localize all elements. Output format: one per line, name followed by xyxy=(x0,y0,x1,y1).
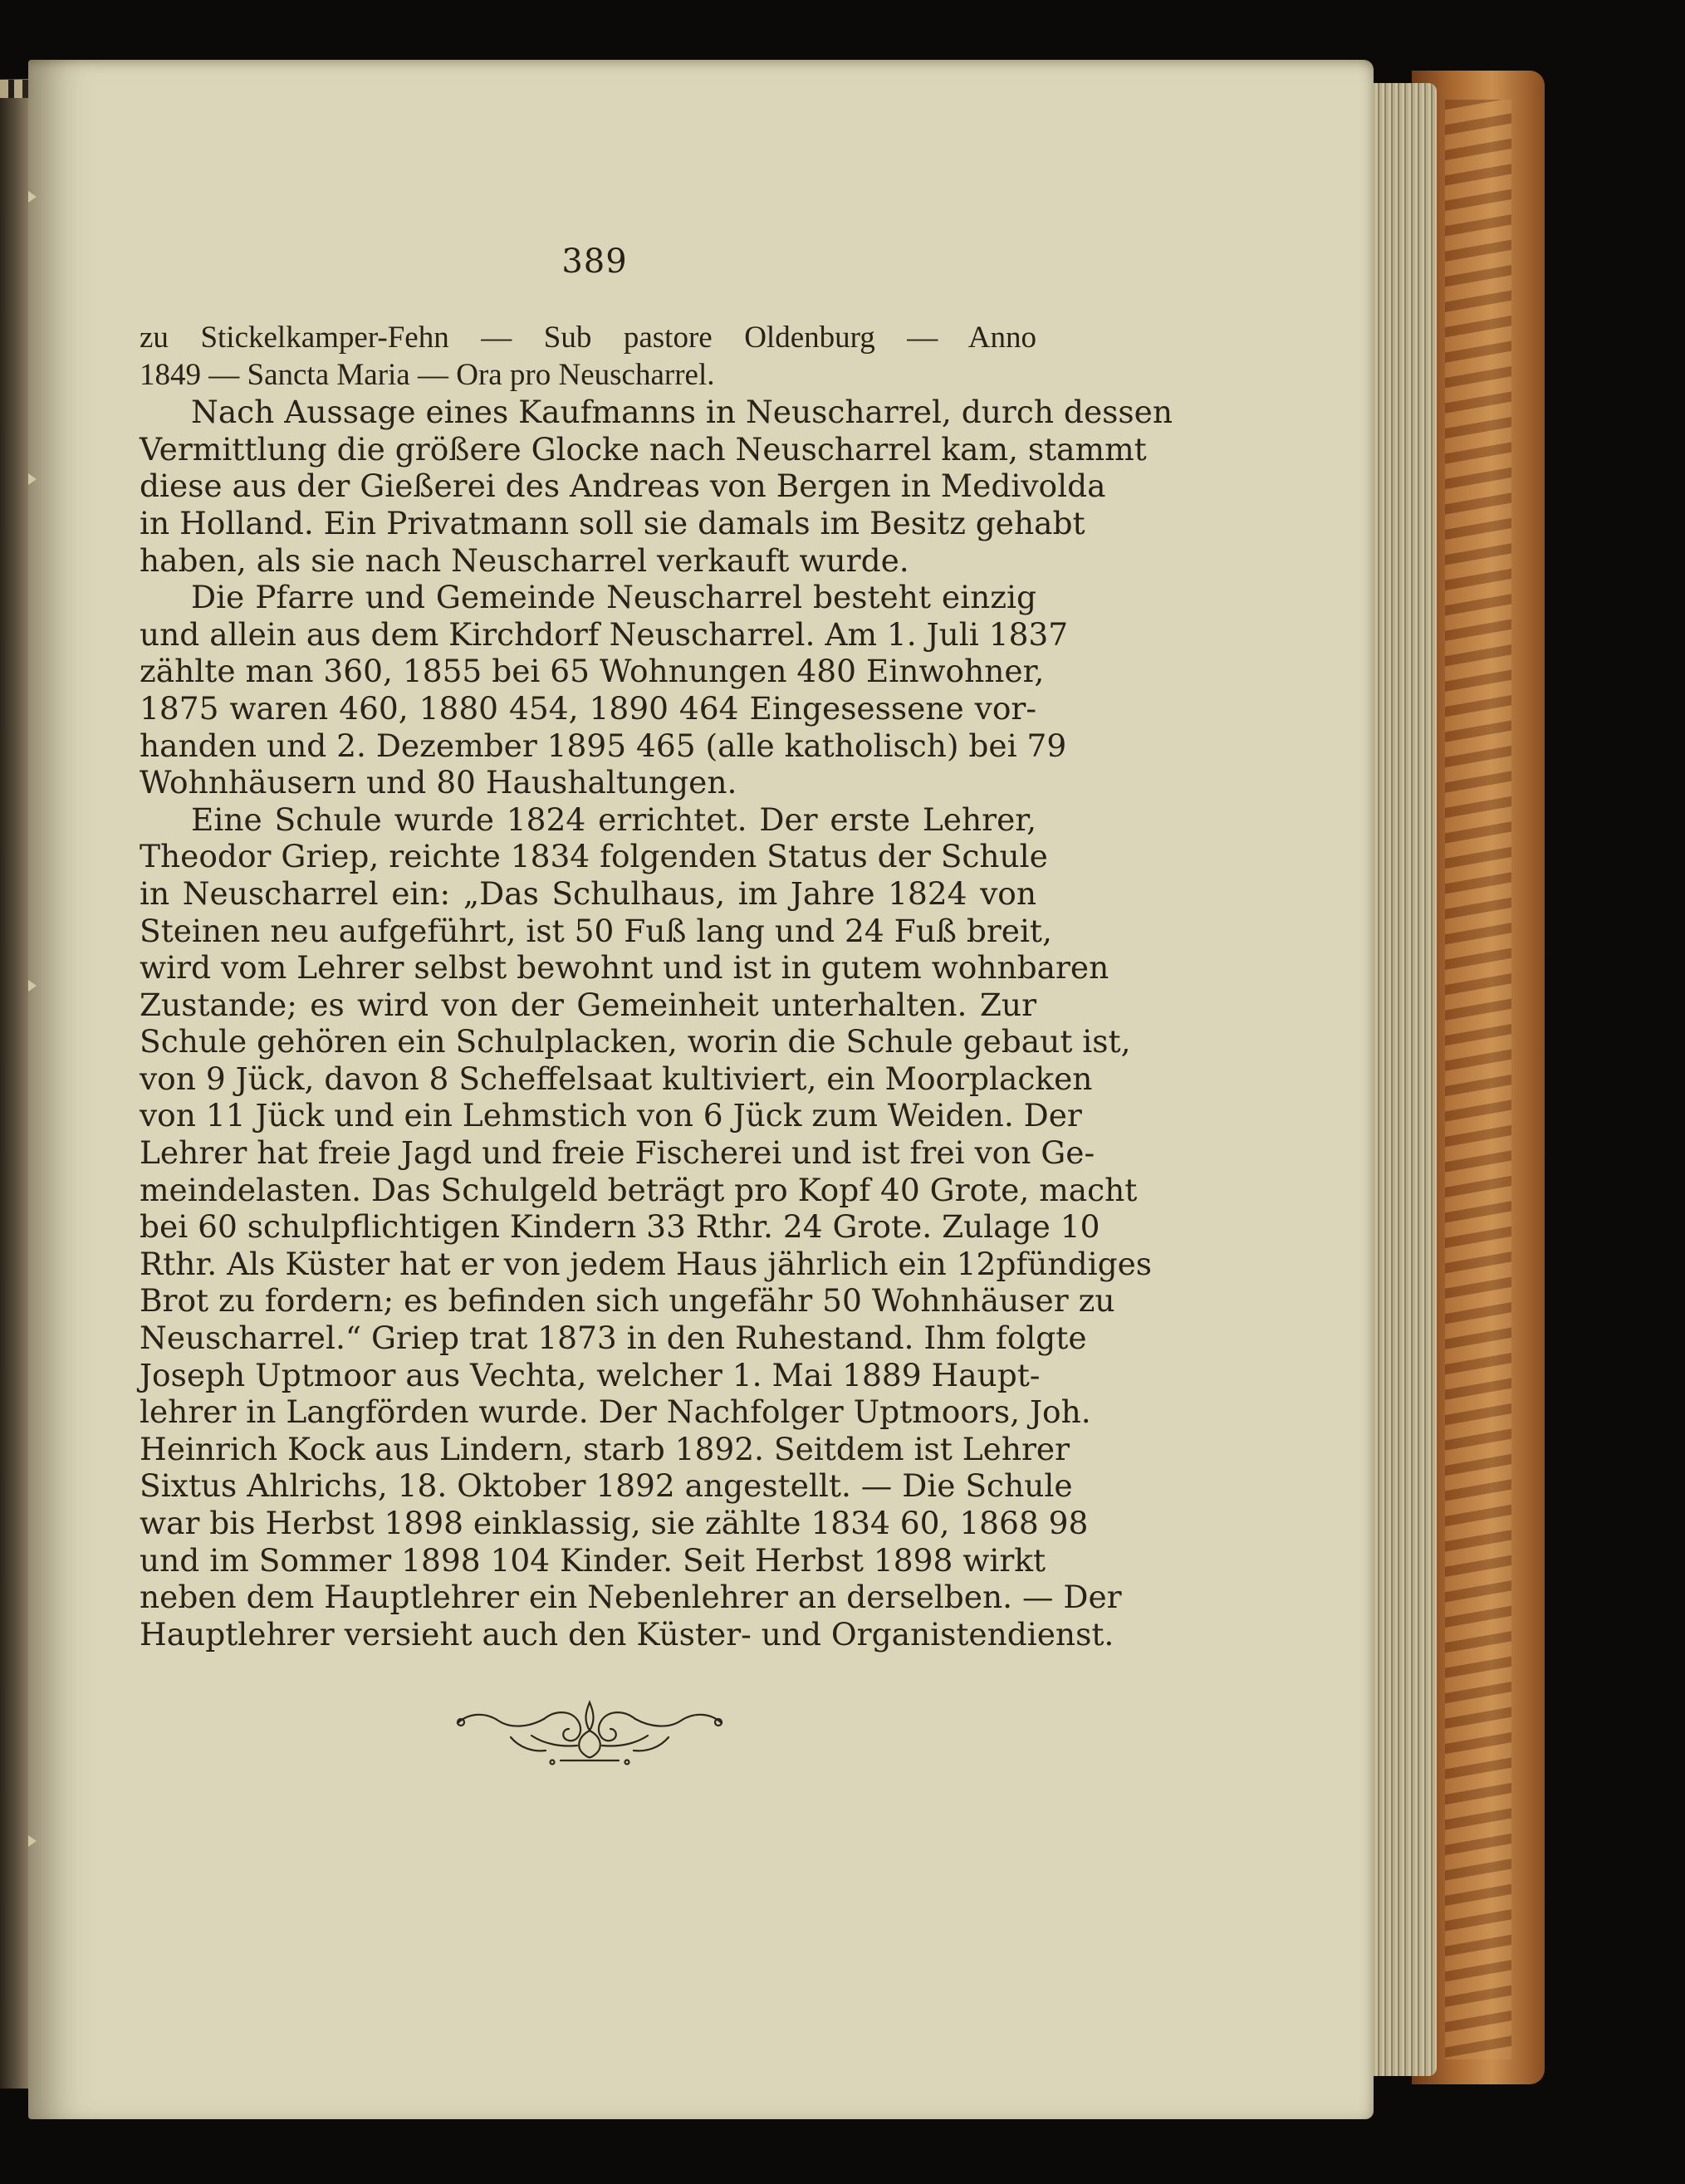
text-line: von 11 Jück und ein Lehmstich von 6 Jück zum Weiden. Der xyxy=(140,1097,1082,1134)
text-line: meindelasten. Das Schulgeld beträgt pro Kopf 40 Grote, macht xyxy=(140,1171,1138,1208)
text-line: neben dem Hauptlehrer ein Nebenlehrer an derselben. — Der xyxy=(140,1579,1122,1616)
text-line: Heinrich Kock aus Lindern, starb 1892. Seitdem ist Lehrer xyxy=(140,1430,1070,1467)
binding-mark xyxy=(28,473,37,485)
binding-mark xyxy=(28,980,37,992)
text-line: 1875 waren 460, 1880 454, 1890 464 Eingesessene vor- xyxy=(140,689,1036,727)
text-line: Neuscharrel.“ Griep trat 1873 in den Ruhestand. Ihm folgte xyxy=(140,1320,1087,1357)
text-line: 1849 — Sancta Maria — Ora pro Neuscharrel. xyxy=(140,357,715,392)
text-line: Wohnhäusern und 80 Haushaltungen. xyxy=(140,764,737,801)
text-line: handen und 2. Dezember 1895 465 (alle katholisch) bei 79 xyxy=(140,727,1067,764)
text-line: haben, als sie nach Neuscharrel verkauft wurde. xyxy=(140,541,909,579)
text-line: Theodor Griep, reichte 1834 folgenden Status der Schule xyxy=(140,838,1048,875)
text-line: Steinen neu aufgeführt, ist 50 Fuß lang und 24 Fuß breit, xyxy=(140,912,1052,949)
text-line: bei 60 schulpflichtigen Kindern 33 Rthr. 24 Grote. Zulage 10 xyxy=(140,1208,1100,1246)
text-line: von 9 Jück, davon 8 Scheffelsaat kultiviert, ein Moorplacken xyxy=(140,1060,1093,1097)
text-line: Hauptlehrer versieht auch den Küster- und Organistendienst. xyxy=(140,1615,1114,1653)
text-line: in Neuscharrel ein: „Das Schulhaus, im Jahre 1824 von xyxy=(140,874,1036,912)
text-line: und im Sommer 1898 104 Kinder. Seit Herbst 1898 wirkt xyxy=(140,1541,1046,1579)
text-line: Die Pfarre und Gemeinde Neuscharrel besteht einzig xyxy=(191,579,1036,616)
text-line: wird vom Lehrer selbst bewohnt und ist in gutem wohnbaren xyxy=(140,949,1109,987)
text-line: Brot zu fordern; es befinden sich ungefähr 50 Wohnhäuser zu xyxy=(140,1282,1115,1320)
text-line: Rthr. Als Küster hat er von jedem Haus jährlich ein 12pfündiges xyxy=(140,1245,1153,1282)
text-line: Eine Schule wurde 1824 errichtet. Der erste Lehrer, xyxy=(191,801,1036,838)
text-line: zählte man 360, 1855 bei 65 Wohnungen 480 Einwohner, xyxy=(140,653,1045,690)
text-line: diese aus der Gießerei des Andreas von Bergen in Medivolda xyxy=(140,468,1106,505)
text-line: Sixtus Ahlrichs, 18. Oktober 1892 angestellt. — Die Schule xyxy=(140,1467,1073,1505)
text-line: Nach Aussage eines Kaufmanns in Neuscharrel, durch dessen xyxy=(191,394,1173,431)
text-line: in Holland. Ein Privatmann soll sie damals im Besitz gehabt xyxy=(140,504,1085,541)
text-line: und allein aus dem Kirchdorf Neuscharrel. Am 1. Juli 1837 xyxy=(140,615,1069,653)
text-line: war bis Herbst 1898 einklassig, sie zählte 1834 60, 1868 98 xyxy=(140,1505,1089,1541)
decorative-vignette-ornament xyxy=(453,1694,727,1769)
text-line: zu Stickelkamper-Fehn — Sub pastore Oldenburg — Anno xyxy=(140,321,1036,355)
marbled-cover xyxy=(1445,100,1511,2059)
text-line: Vermittlung die größere Glocke nach Neuscharrel kam, stammt xyxy=(140,430,1147,468)
binding-mark xyxy=(28,1835,37,1847)
text-line: Schule gehören ein Schulplacken, worin die Schule gebaut ist, xyxy=(140,1023,1131,1060)
text-line: Joseph Uptmoor aus Vechta, welcher 1. Mai 1889 Haupt- xyxy=(140,1356,1041,1393)
text-line: Lehrer hat freie Jagd und freie Fischerei und ist frei von Ge- xyxy=(140,1134,1095,1172)
page-number: 389 xyxy=(561,242,628,281)
book-spine xyxy=(0,79,30,2089)
body-text xyxy=(140,320,1173,1653)
binding-mark xyxy=(28,191,37,203)
text-line: lehrer in Langförden wurde. Der Nachfolger Uptmoors, Joh. xyxy=(140,1393,1091,1431)
text-line: Zustande; es wird von der Gemeinheit unterhalten. Zur xyxy=(140,986,1036,1023)
